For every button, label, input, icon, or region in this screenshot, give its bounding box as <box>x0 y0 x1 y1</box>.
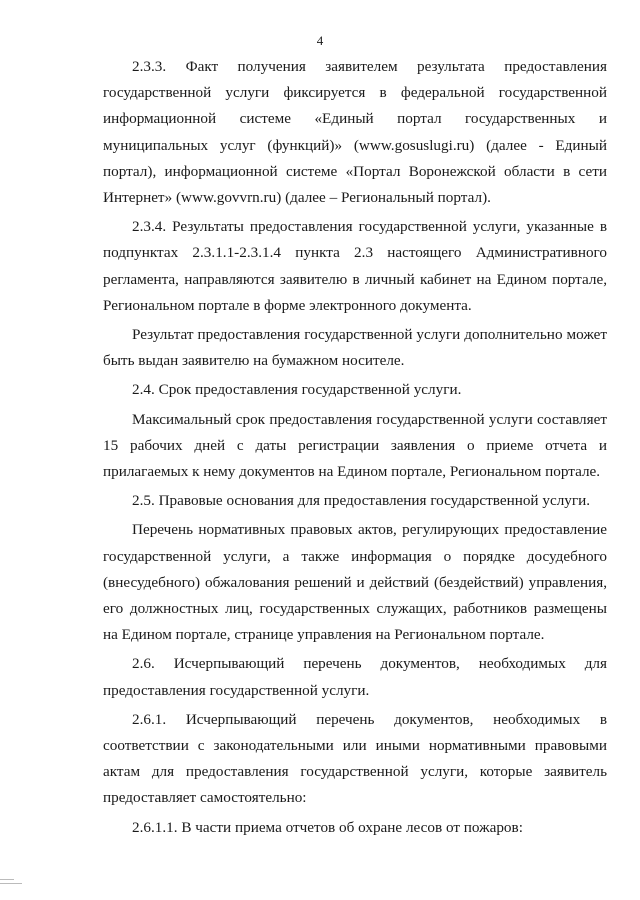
document-body <box>103 54 607 841</box>
page-number: 4 <box>316 33 324 48</box>
heading-2-6: 2.6. Исчерпывающий перечень документов, необходимых для предоставления государственной услуги. <box>103 655 607 699</box>
paragraph-2-6-1-1: 2.6.1.1. В части приема отчетов об охране лесов от пожаров: <box>132 818 523 836</box>
paragraph-max-term: Максимальный срок предоставления государственной услуги составляет 15 рабочих дней с даты регистрации заявления о приеме отчета и прилагаемых к нему документов на Едином портале, Региональном портале. <box>103 410 607 481</box>
paragraph-legal-acts: Перечень нормативных правовых актов, регулирующих предоставление государственной услуги, а также информация о порядке досудебного (внесудебного) обжалования решений и действий (бездействий) управления, его должностных лиц, государственных служащих, работников размещены на Едином портале, странице управления на Региональном портале. <box>103 521 607 644</box>
heading-2-4: 2.4. Срок предоставления государственной услуги. <box>132 381 462 399</box>
heading-2-5: 2.5. Правовые основания для предоставления государственной услуги. <box>132 492 591 510</box>
scan-edge-mark <box>0 879 14 880</box>
paragraph-paper-result: Результат предоставления государственной услуги дополнительно может быть выдан заявителю на бумажном носителе. <box>103 326 607 370</box>
paragraph-2-3-3: 2.3.3. Факт получения заявителем результата предоставления государственной услуги фиксируется в федеральной государственной информационной системе «Единый портал государственных и муниципальных услуг (функций)» (www.gosuslugi.ru) (далее - Единый портал), информационной системе «Портал Воронежской области в сети Интернет» (www.govvrn.ru) (далее – Региональный портал). <box>103 58 607 207</box>
paragraph-2-3-4: 2.3.4. Результаты предоставления государственной услуги, указанные в подпунктах 2.3.1.1-2.3.1.4 пункта 2.3 настоящего Административного регламента, направляются заявителю в личный кабинет на Едином портале, Региональном портале в форме электронного документа. <box>103 218 607 314</box>
scan-edge-mark <box>0 883 22 884</box>
paragraph-2-6-1: 2.6.1. Исчерпывающий перечень документов, необходимых в соответствии с законодательными или иными нормативными правовыми актам для предоставления государственной услуги, которые заявитель предоставляет самостоятельно: <box>103 710 607 807</box>
